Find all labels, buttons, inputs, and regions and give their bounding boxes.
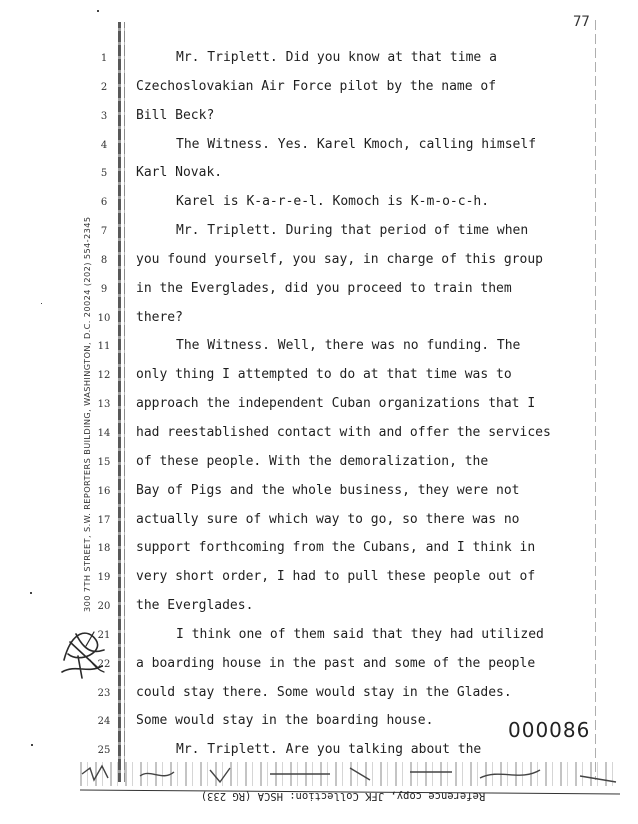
scan-speck <box>41 303 42 304</box>
transcript-line: Bay of Pigs and the whole business, they were not <box>136 483 520 498</box>
line-number: 4 <box>100 140 108 151</box>
scan-speck <box>30 592 32 594</box>
transcript-line: had reestablished contact with and offer the services <box>136 425 551 440</box>
line-number: 14 <box>97 428 111 439</box>
line-number: 25 <box>97 745 111 756</box>
line-number: 1 <box>100 53 108 64</box>
line-number: 21 <box>97 630 111 641</box>
left-margin-rule <box>118 22 121 782</box>
line-number: 17 <box>97 515 111 526</box>
line-number: 8 <box>100 255 108 266</box>
transcript-line: you found yourself, you say, in charge of this group <box>136 252 543 267</box>
right-margin-rule <box>595 20 596 780</box>
line-number: 9 <box>100 284 108 295</box>
line-number: 23 <box>97 688 111 699</box>
scan-speck <box>31 744 33 746</box>
line-number: 24 <box>97 716 111 727</box>
line-number: 5 <box>100 168 108 179</box>
transcript-line: Mr. Triplett. Did you know at that time a <box>176 50 497 65</box>
line-number: 10 <box>97 313 111 324</box>
transcript-line: a boarding house in the past and some of the people <box>136 656 536 671</box>
transcript-line: there? <box>136 310 183 325</box>
line-number: 16 <box>97 486 111 497</box>
transcript-line: could stay there. Some would stay in the Glades. <box>136 685 512 700</box>
line-number: 3 <box>100 111 108 122</box>
page-number: 77 <box>573 14 590 30</box>
transcript-line: Some would stay in the boarding house. <box>136 713 434 728</box>
transcript-line: Mr. Triplett. Are you talking about the <box>176 742 482 757</box>
transcript-line: Bill Beck? <box>136 108 215 123</box>
transcript-line: of these people. With the demoralization, the <box>136 454 489 469</box>
line-number: 11 <box>97 341 111 352</box>
transcript-line: Mr. Triplett. During that period of time when <box>176 223 529 238</box>
left-margin-rule-inner <box>124 22 125 782</box>
line-number: 12 <box>97 370 111 381</box>
transcript-line: Czechoslovakian Air Force pilot by the name of <box>136 79 497 94</box>
transcript-line: the Everglades. <box>136 598 254 613</box>
line-number: 18 <box>97 543 111 554</box>
line-number: 6 <box>100 197 108 208</box>
line-number: 20 <box>97 601 111 612</box>
line-number: 19 <box>97 572 111 583</box>
transcript-line: very short order, I had to pull these people out of <box>136 569 536 584</box>
transcript-line: The Witness. Yes. Karel Kmoch, calling himself <box>176 137 537 152</box>
reporter-letterhead: 300 7TH STREET, S.W. REPORTERS BUILDING, WASHINGTON, D.C. 20024 (202) 554-2345 <box>82 216 92 612</box>
scan-speck <box>97 10 99 12</box>
transcript-line: support forthcoming from the Cubans, and I think in <box>136 540 536 555</box>
transcript-line: approach the independent Cuban organizations that I <box>136 396 536 411</box>
transcript-line: only thing I attempted to do at that time was to <box>136 367 512 382</box>
bates-stamp-number: 000086 <box>508 718 591 742</box>
transcript-line: Karl Novak. <box>136 165 223 180</box>
transcript-line: I think one of them said that they had utilized <box>176 627 544 642</box>
line-number: 13 <box>97 399 111 410</box>
line-number: 22 <box>97 659 111 670</box>
transcript-line: The Witness. Well, there was no funding. The <box>176 338 521 353</box>
transcript-line: actually sure of which way to go, so there was no <box>136 512 520 527</box>
line-number: 7 <box>100 226 108 237</box>
transcript-line: Karel is K-a-r-e-l. Komoch is K-m-o-c-h. <box>176 194 490 209</box>
handwritten-mark-icon <box>58 620 108 682</box>
line-number: 15 <box>97 457 111 468</box>
line-number: 2 <box>100 82 108 93</box>
reference-copy-label: Reference copy, JFK Collection: HSCA (RG 233) <box>200 790 486 802</box>
transcript-line: in the Everglades, did you proceed to train them <box>136 281 512 296</box>
